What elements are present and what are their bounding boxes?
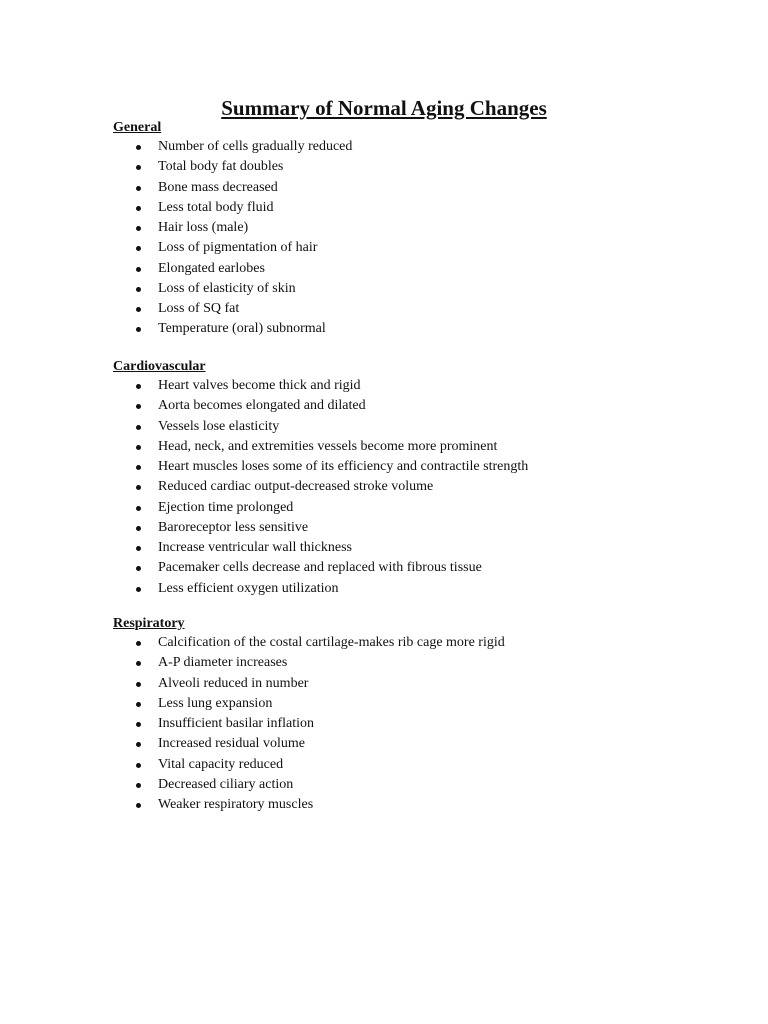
bullet-icon xyxy=(136,267,141,272)
list-item xyxy=(113,137,733,157)
list-item xyxy=(113,558,733,578)
bullet-icon xyxy=(136,206,141,211)
list-item-text: Baroreceptor less sensitive xyxy=(158,519,309,535)
list-item xyxy=(113,755,733,775)
list-item xyxy=(113,579,733,599)
respiratory-list xyxy=(113,633,733,815)
bullet-icon xyxy=(136,783,141,788)
list-item xyxy=(113,198,733,218)
bullet-icon xyxy=(136,425,141,430)
list-item-text: Less efficient oxygen utilization xyxy=(158,580,339,596)
bullet-icon xyxy=(136,682,141,687)
list-item xyxy=(113,714,733,734)
list-item xyxy=(113,437,733,457)
list-item-text: Heart valves become thick and rigid xyxy=(158,378,361,393)
list-item-text: Decreased ciliary action xyxy=(158,776,294,792)
list-item-text: Pacemaker cells decrease and replaced with fibrous tissue xyxy=(158,560,482,576)
list-item-text: Aorta becomes elongated and dilated xyxy=(158,398,366,414)
bullet-icon xyxy=(136,445,141,450)
list-item-text: Weaker respiratory muscles xyxy=(158,797,314,812)
bullet-icon xyxy=(136,307,141,312)
list-item-text: Vessels lose elasticity xyxy=(158,418,280,434)
bullet-icon xyxy=(136,226,141,231)
list-item xyxy=(113,238,733,258)
bullet-icon xyxy=(136,246,141,251)
section-heading-general: General xyxy=(113,120,162,135)
list-item-text: Vital capacity reduced xyxy=(158,756,284,772)
list-item xyxy=(113,775,733,795)
bullet-icon xyxy=(136,587,141,592)
list-item-text: Reduced cardiac output-decreased stroke volume xyxy=(158,479,434,495)
bullet-icon xyxy=(136,465,141,470)
list-item xyxy=(113,259,733,279)
list-item-text: Bone mass decreased xyxy=(158,179,278,195)
list-item-text: Loss of SQ fat xyxy=(158,301,240,316)
list-item xyxy=(113,218,733,238)
list-item-text: Increased residual volume xyxy=(158,736,305,752)
list-item xyxy=(113,674,733,694)
list-item xyxy=(113,795,733,815)
page-title: Summary of Normal Aging Changes xyxy=(221,96,547,120)
section-heading-respiratory: Respiratory xyxy=(113,616,185,631)
list-item-text: Elongated earlobes xyxy=(158,260,265,276)
list-item xyxy=(113,417,733,437)
list-item xyxy=(113,518,733,538)
bullet-icon xyxy=(136,661,141,666)
list-item-text: Insufficient basilar inflation xyxy=(158,716,315,731)
list-item xyxy=(113,694,733,714)
bullet-icon xyxy=(136,506,141,511)
list-item xyxy=(113,457,733,477)
list-item xyxy=(113,538,733,558)
bullet-icon xyxy=(136,404,141,409)
list-item xyxy=(113,157,733,177)
list-item-text: Ejection time prolonged xyxy=(158,499,294,515)
bullet-icon xyxy=(136,566,141,571)
list-item xyxy=(113,319,733,339)
list-item-text: Calcification of the costal cartilage-makes rib cage more rigid xyxy=(158,635,505,650)
cardiovascular-list xyxy=(113,376,733,599)
list-item xyxy=(113,396,733,416)
bullet-icon xyxy=(136,803,141,808)
bullet-icon xyxy=(136,485,141,490)
list-item-text: Number of cells gradually reduced xyxy=(158,139,353,154)
list-item-text: Loss of elasticity of skin xyxy=(158,280,296,296)
bullet-icon xyxy=(136,722,141,727)
section-heading-cardiovascular: Cardiovascular xyxy=(113,359,206,374)
bullet-icon xyxy=(136,702,141,707)
bullet-icon xyxy=(136,384,141,389)
list-item-text: Less total body fluid xyxy=(158,199,274,215)
bullet-icon xyxy=(136,165,141,170)
bullet-icon xyxy=(136,327,141,332)
section-cardiovascular xyxy=(113,358,733,599)
bullet-icon xyxy=(136,641,141,646)
list-item xyxy=(113,653,733,673)
list-item-text: Head, neck, and extremities vessels become more prominent xyxy=(158,438,498,454)
bullet-icon xyxy=(136,546,141,551)
list-item-text: Hair loss (male) xyxy=(158,220,249,235)
list-item xyxy=(113,299,733,319)
list-item xyxy=(113,279,733,299)
list-item xyxy=(113,477,733,497)
list-item xyxy=(113,633,733,653)
list-item xyxy=(113,498,733,518)
bullet-icon xyxy=(136,526,141,531)
list-item xyxy=(113,178,733,198)
list-item-text: Less lung expansion xyxy=(158,695,273,711)
list-item-text: Heart muscles loses some of its efficiency and contractile strength xyxy=(158,459,529,474)
bullet-icon xyxy=(136,145,141,150)
general-list xyxy=(113,137,733,340)
list-item-text: Loss of pigmentation of hair xyxy=(158,240,318,256)
bullet-icon xyxy=(136,287,141,292)
list-item xyxy=(113,734,733,754)
list-item-text: A-P diameter increases xyxy=(158,655,288,671)
list-item-text: Temperature (oral) subnormal xyxy=(158,321,326,337)
list-item-text: Total body fat doubles xyxy=(158,159,284,175)
list-item-text: Increase ventricular wall thickness xyxy=(158,540,352,555)
list-item xyxy=(113,376,733,396)
section-respiratory xyxy=(113,615,733,815)
bullet-icon xyxy=(136,186,141,191)
bullet-icon xyxy=(136,742,141,747)
list-item-text: Alveoli reduced in number xyxy=(158,675,309,691)
bullet-icon xyxy=(136,763,141,768)
section-general xyxy=(113,119,733,340)
